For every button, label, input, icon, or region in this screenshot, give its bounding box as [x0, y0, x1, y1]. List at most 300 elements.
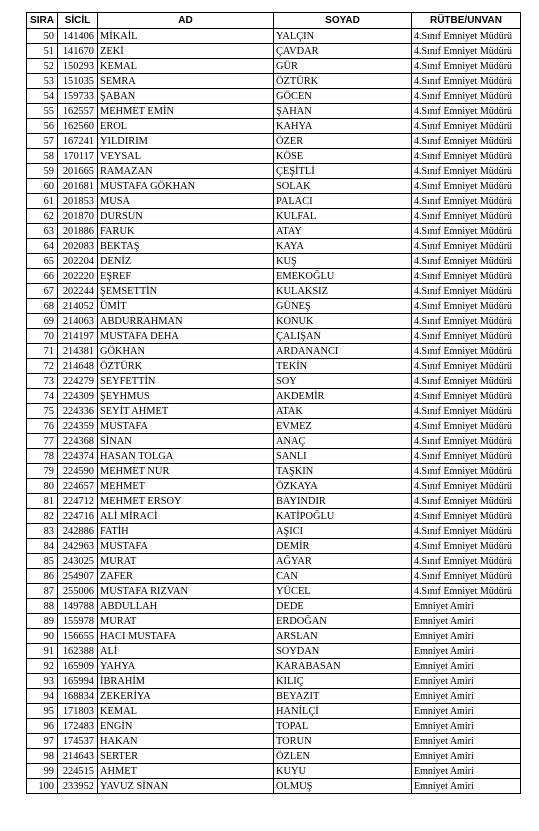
cell-ad: MEHMET ERSOY [98, 494, 274, 509]
cell-sicil: 201681 [58, 179, 98, 194]
cell-rutbe: Emniyet Amiri [412, 659, 521, 674]
cell-sicil: 224309 [58, 389, 98, 404]
cell-sicil: 151035 [58, 74, 98, 89]
cell-sicil: 156655 [58, 629, 98, 644]
cell-soyad: KARABASAN [274, 659, 412, 674]
cell-sira: 79 [27, 464, 58, 479]
table-row [27, 779, 521, 794]
cell-ad: ŞEMSETTİN [98, 284, 274, 299]
cell-soyad: EMEKOĞLU [274, 269, 412, 284]
cell-soyad: EVMEZ [274, 419, 412, 434]
cell-sicil: 170117 [58, 149, 98, 164]
cell-rutbe: 4.Sınıf Emniyet Müdürü [412, 509, 521, 524]
table-row [27, 404, 521, 419]
cell-ad: MURAT [98, 554, 274, 569]
cell-ad: VEYSAL [98, 149, 274, 164]
table-row [27, 269, 521, 284]
header-sira: SIRA [27, 13, 58, 29]
cell-soyad: TEKİN [274, 359, 412, 374]
table-row [27, 359, 521, 374]
cell-soyad: GÜNEŞ [274, 299, 412, 314]
cell-soyad: ŞAHAN [274, 104, 412, 119]
cell-ad: FARUK [98, 224, 274, 239]
cell-sira: 90 [27, 629, 58, 644]
cell-sira: 51 [27, 44, 58, 59]
cell-sira: 86 [27, 569, 58, 584]
cell-soyad: CAN [274, 569, 412, 584]
cell-rutbe: 4.Sınıf Emniyet Müdürü [412, 59, 521, 74]
table-row [27, 374, 521, 389]
cell-sira: 85 [27, 554, 58, 569]
cell-rutbe: 4.Sınıf Emniyet Müdürü [412, 239, 521, 254]
header-soyad: SOYAD [274, 13, 412, 29]
cell-rutbe: 4.Sınıf Emniyet Müdürü [412, 434, 521, 449]
cell-rutbe: Emniyet Amiri [412, 629, 521, 644]
table-row [27, 719, 521, 734]
cell-ad: MEHMET NUR [98, 464, 274, 479]
cell-sira: 94 [27, 689, 58, 704]
cell-sira: 100 [27, 779, 58, 794]
cell-soyad: SOYDAN [274, 644, 412, 659]
cell-rutbe: 4.Sınıf Emniyet Müdürü [412, 284, 521, 299]
cell-sicil: 214381 [58, 344, 98, 359]
cell-soyad: BEYAZIT [274, 689, 412, 704]
cell-ad: FATİH [98, 524, 274, 539]
cell-rutbe: 4.Sınıf Emniyet Müdürü [412, 164, 521, 179]
cell-rutbe: 4.Sınıf Emniyet Müdürü [412, 419, 521, 434]
table-row [27, 389, 521, 404]
cell-sira: 88 [27, 599, 58, 614]
cell-ad: SEMRA [98, 74, 274, 89]
table-row [27, 614, 521, 629]
cell-rutbe: 4.Sınıf Emniyet Müdürü [412, 569, 521, 584]
table-row [27, 524, 521, 539]
cell-ad: ABDURRAHMAN [98, 314, 274, 329]
cell-sicil: 174537 [58, 734, 98, 749]
cell-sicil: 202083 [58, 239, 98, 254]
cell-ad: MEHMET EMİN [98, 104, 274, 119]
cell-sira: 62 [27, 209, 58, 224]
cell-sicil: 224336 [58, 404, 98, 419]
cell-rutbe: 4.Sınıf Emniyet Müdürü [412, 374, 521, 389]
cell-rutbe: 4.Sınıf Emniyet Müdürü [412, 314, 521, 329]
table-row [27, 554, 521, 569]
cell-soyad: SANLI [274, 449, 412, 464]
cell-sira: 54 [27, 89, 58, 104]
cell-sicil: 224279 [58, 374, 98, 389]
cell-ad: MUSA [98, 194, 274, 209]
cell-rutbe: 4.Sınıf Emniyet Müdürü [412, 89, 521, 104]
cell-sicil: 172483 [58, 719, 98, 734]
cell-soyad: ÖZTÜRK [274, 74, 412, 89]
cell-ad: KEMAL [98, 704, 274, 719]
cell-sira: 74 [27, 389, 58, 404]
cell-sira: 81 [27, 494, 58, 509]
cell-rutbe: 4.Sınıf Emniyet Müdürü [412, 539, 521, 554]
cell-ad: MUSTAFA [98, 419, 274, 434]
cell-rutbe: 4.Sınıf Emniyet Müdürü [412, 494, 521, 509]
cell-ad: EŞREF [98, 269, 274, 284]
cell-ad: RAMAZAN [98, 164, 274, 179]
cell-soyad: TAŞKIN [274, 464, 412, 479]
cell-ad: ÜMİT [98, 299, 274, 314]
table-row [27, 134, 521, 149]
cell-soyad: KULAKSIZ [274, 284, 412, 299]
cell-rutbe: 4.Sınıf Emniyet Müdürü [412, 254, 521, 269]
cell-soyad: SOY [274, 374, 412, 389]
cell-rutbe: 4.Sınıf Emniyet Müdürü [412, 329, 521, 344]
cell-rutbe: 4.Sınıf Emniyet Müdürü [412, 149, 521, 164]
cell-ad: HASAN TOLGA [98, 449, 274, 464]
cell-ad: SERTER [98, 749, 274, 764]
cell-sicil: 201886 [58, 224, 98, 239]
cell-sicil: 202220 [58, 269, 98, 284]
cell-soyad: AŞICI [274, 524, 412, 539]
cell-soyad: KAYA [274, 239, 412, 254]
cell-sicil: 165909 [58, 659, 98, 674]
table-row [27, 644, 521, 659]
table-row [27, 194, 521, 209]
cell-rutbe: Emniyet Amiri [412, 599, 521, 614]
table-row [27, 104, 521, 119]
cell-sira: 78 [27, 449, 58, 464]
table-row [27, 299, 521, 314]
cell-rutbe: Emniyet Amiri [412, 764, 521, 779]
cell-sira: 73 [27, 374, 58, 389]
cell-ad: BEKTAŞ [98, 239, 274, 254]
table-row [27, 449, 521, 464]
cell-sicil: 224716 [58, 509, 98, 524]
cell-sira: 56 [27, 119, 58, 134]
cell-rutbe: 4.Sınıf Emniyet Müdürü [412, 194, 521, 209]
cell-sira: 72 [27, 359, 58, 374]
cell-sira: 92 [27, 659, 58, 674]
cell-soyad: KULFAL [274, 209, 412, 224]
cell-rutbe: 4.Sınıf Emniyet Müdürü [412, 44, 521, 59]
cell-rutbe: Emniyet Amiri [412, 749, 521, 764]
cell-rutbe: 4.Sınıf Emniyet Müdürü [412, 584, 521, 599]
cell-ad: EROL [98, 119, 274, 134]
cell-sicil: 233952 [58, 779, 98, 794]
table-row [27, 479, 521, 494]
cell-soyad: AĞYAR [274, 554, 412, 569]
cell-sira: 67 [27, 284, 58, 299]
cell-soyad: KÖSE [274, 149, 412, 164]
cell-rutbe: 4.Sınıf Emniyet Müdürü [412, 134, 521, 149]
table-row [27, 344, 521, 359]
table-row [27, 434, 521, 449]
cell-rutbe: 4.Sınıf Emniyet Müdürü [412, 524, 521, 539]
cell-sira: 66 [27, 269, 58, 284]
cell-soyad: KONUK [274, 314, 412, 329]
cell-rutbe: 4.Sınıf Emniyet Müdürü [412, 389, 521, 404]
cell-soyad: ÇAVDAR [274, 44, 412, 59]
cell-rutbe: 4.Sınıf Emniyet Müdürü [412, 404, 521, 419]
cell-soyad: BAYINDIR [274, 494, 412, 509]
cell-sicil: 224374 [58, 449, 98, 464]
table-row [27, 509, 521, 524]
table-row [27, 149, 521, 164]
cell-ad: ZAFER [98, 569, 274, 584]
cell-sira: 69 [27, 314, 58, 329]
cell-ad: ENGİN [98, 719, 274, 734]
cell-rutbe: Emniyet Amiri [412, 734, 521, 749]
cell-sicil: 242886 [58, 524, 98, 539]
cell-sira: 65 [27, 254, 58, 269]
cell-rutbe: 4.Sınıf Emniyet Müdürü [412, 29, 521, 44]
cell-ad: HACI MUSTAFA [98, 629, 274, 644]
cell-sira: 50 [27, 29, 58, 44]
cell-rutbe: 4.Sınıf Emniyet Müdürü [412, 464, 521, 479]
cell-sicil: 224712 [58, 494, 98, 509]
cell-sira: 97 [27, 734, 58, 749]
personnel-table [26, 12, 521, 794]
cell-rutbe: 4.Sınıf Emniyet Müdürü [412, 119, 521, 134]
cell-sira: 98 [27, 749, 58, 764]
table-row [27, 89, 521, 104]
cell-soyad: GÖCEN [274, 89, 412, 104]
cell-ad: MUSTAFA [98, 539, 274, 554]
cell-ad: ÖZTÜRK [98, 359, 274, 374]
cell-sicil: 168834 [58, 689, 98, 704]
table-row [27, 74, 521, 89]
cell-ad: MEHMET [98, 479, 274, 494]
cell-sicil: 141406 [58, 29, 98, 44]
cell-sira: 84 [27, 539, 58, 554]
cell-ad: MUSTAFA RIZVAN [98, 584, 274, 599]
cell-rutbe: Emniyet Amiri [412, 644, 521, 659]
cell-sicil: 202244 [58, 284, 98, 299]
cell-sicil: 162557 [58, 104, 98, 119]
table-row [27, 539, 521, 554]
cell-rutbe: 4.Sınıf Emniyet Müdürü [412, 554, 521, 569]
table-row [27, 44, 521, 59]
table-row [27, 254, 521, 269]
cell-rutbe: 4.Sınıf Emniyet Müdürü [412, 209, 521, 224]
cell-rutbe: 4.Sınıf Emniyet Müdürü [412, 479, 521, 494]
cell-sira: 68 [27, 299, 58, 314]
cell-sicil: 224590 [58, 464, 98, 479]
cell-soyad: PALACI [274, 194, 412, 209]
cell-sira: 99 [27, 764, 58, 779]
cell-soyad: KATİPOĞLU [274, 509, 412, 524]
cell-sicil: 214197 [58, 329, 98, 344]
cell-sira: 75 [27, 404, 58, 419]
cell-sira: 63 [27, 224, 58, 239]
cell-ad: SEYFETTİN [98, 374, 274, 389]
table-row [27, 599, 521, 614]
cell-sicil: 255006 [58, 584, 98, 599]
table-row [27, 29, 521, 44]
cell-soyad: YALÇIN [274, 29, 412, 44]
table-row [27, 179, 521, 194]
cell-soyad: TORUN [274, 734, 412, 749]
cell-sicil: 165994 [58, 674, 98, 689]
cell-ad: DURSUN [98, 209, 274, 224]
cell-ad: SİNAN [98, 434, 274, 449]
cell-sira: 87 [27, 584, 58, 599]
cell-sira: 61 [27, 194, 58, 209]
header-rutbe: RÜTBE/UNVAN [412, 13, 521, 29]
table-row [27, 59, 521, 74]
cell-ad: YILDIRIM [98, 134, 274, 149]
cell-ad: ALİ [98, 644, 274, 659]
cell-sira: 53 [27, 74, 58, 89]
cell-sicil: 242963 [58, 539, 98, 554]
cell-ad: YAHYA [98, 659, 274, 674]
cell-soyad: OLMUŞ [274, 779, 412, 794]
header-ad: AD [98, 13, 274, 29]
cell-sira: 76 [27, 419, 58, 434]
cell-sicil: 150293 [58, 59, 98, 74]
cell-rutbe: 4.Sınıf Emniyet Müdürü [412, 74, 521, 89]
table-row [27, 494, 521, 509]
cell-sicil: 214063 [58, 314, 98, 329]
cell-sira: 64 [27, 239, 58, 254]
cell-soyad: ÇALIŞAN [274, 329, 412, 344]
table-header-row [27, 13, 521, 29]
table-row [27, 569, 521, 584]
cell-soyad: KUYU [274, 764, 412, 779]
cell-soyad: ÖZKAYA [274, 479, 412, 494]
cell-rutbe: 4.Sınıf Emniyet Müdürü [412, 104, 521, 119]
cell-sira: 89 [27, 614, 58, 629]
cell-sira: 82 [27, 509, 58, 524]
table-row [27, 119, 521, 134]
cell-soyad: KILIÇ [274, 674, 412, 689]
cell-rutbe: 4.Sınıf Emniyet Müdürü [412, 224, 521, 239]
cell-sicil: 201870 [58, 209, 98, 224]
table-row [27, 224, 521, 239]
cell-rutbe: 4.Sınıf Emniyet Müdürü [412, 449, 521, 464]
cell-rutbe: 4.Sınıf Emniyet Müdürü [412, 299, 521, 314]
table-row [27, 629, 521, 644]
cell-sicil: 159733 [58, 89, 98, 104]
cell-soyad: AKDEMİR [274, 389, 412, 404]
table-row [27, 689, 521, 704]
cell-sira: 80 [27, 479, 58, 494]
cell-sira: 59 [27, 164, 58, 179]
cell-soyad: KAHYA [274, 119, 412, 134]
cell-ad: HAKAN [98, 734, 274, 749]
cell-sicil: 141670 [58, 44, 98, 59]
table-row [27, 749, 521, 764]
cell-ad: YAVUZ SİNAN [98, 779, 274, 794]
table-row [27, 584, 521, 599]
table-body [27, 29, 521, 794]
table-row [27, 704, 521, 719]
cell-ad: ŞEYHMUS [98, 389, 274, 404]
cell-sira: 70 [27, 329, 58, 344]
cell-sicil: 214052 [58, 299, 98, 314]
cell-sicil: 224368 [58, 434, 98, 449]
cell-sira: 58 [27, 149, 58, 164]
cell-ad: KEMAL [98, 59, 274, 74]
cell-soyad: GÜR [274, 59, 412, 74]
cell-rutbe: Emniyet Amiri [412, 719, 521, 734]
cell-sira: 55 [27, 104, 58, 119]
cell-sicil: 149788 [58, 599, 98, 614]
cell-soyad: HANİLÇİ [274, 704, 412, 719]
cell-soyad: ÖZLEN [274, 749, 412, 764]
cell-sicil: 224515 [58, 764, 98, 779]
table-row [27, 764, 521, 779]
cell-ad: ZEKİ [98, 44, 274, 59]
cell-ad: ABDULLAH [98, 599, 274, 614]
cell-sicil: 167241 [58, 134, 98, 149]
table-row [27, 659, 521, 674]
cell-ad: ŞABAN [98, 89, 274, 104]
cell-ad: GÖKHAN [98, 344, 274, 359]
cell-sicil: 254907 [58, 569, 98, 584]
cell-sira: 91 [27, 644, 58, 659]
cell-soyad: ATAY [274, 224, 412, 239]
table-row [27, 734, 521, 749]
cell-sicil: 214648 [58, 359, 98, 374]
cell-sira: 95 [27, 704, 58, 719]
cell-sicil: 155978 [58, 614, 98, 629]
cell-sicil: 224359 [58, 419, 98, 434]
cell-rutbe: Emniyet Amiri [412, 674, 521, 689]
cell-ad: MURAT [98, 614, 274, 629]
cell-sicil: 162388 [58, 644, 98, 659]
cell-ad: MİKAİL [98, 29, 274, 44]
cell-sicil: 214643 [58, 749, 98, 764]
cell-sira: 96 [27, 719, 58, 734]
cell-soyad: DEMİR [274, 539, 412, 554]
table-row [27, 209, 521, 224]
cell-soyad: ATAK [274, 404, 412, 419]
cell-ad: MUSTAFA DEHA [98, 329, 274, 344]
cell-soyad: ÇEŞİTLİ [274, 164, 412, 179]
cell-sira: 60 [27, 179, 58, 194]
cell-ad: AHMET [98, 764, 274, 779]
cell-sicil: 243025 [58, 554, 98, 569]
cell-rutbe: Emniyet Amiri [412, 614, 521, 629]
table-row [27, 674, 521, 689]
cell-soyad: ANAÇ [274, 434, 412, 449]
cell-ad: ZEKERİYA [98, 689, 274, 704]
cell-rutbe: Emniyet Amiri [412, 689, 521, 704]
cell-rutbe: 4.Sınıf Emniyet Müdürü [412, 344, 521, 359]
cell-ad: MUSTAFA GÖKHAN [98, 179, 274, 194]
table-row [27, 464, 521, 479]
table-row [27, 239, 521, 254]
cell-soyad: ARDANANCI [274, 344, 412, 359]
cell-soyad: ARSLAN [274, 629, 412, 644]
cell-sicil: 201853 [58, 194, 98, 209]
cell-sira: 71 [27, 344, 58, 359]
cell-sicil: 162560 [58, 119, 98, 134]
cell-rutbe: Emniyet Amiri [412, 779, 521, 794]
header-sicil: SİCİL [58, 13, 98, 29]
cell-sira: 83 [27, 524, 58, 539]
cell-soyad: DEDE [274, 599, 412, 614]
cell-sira: 57 [27, 134, 58, 149]
table-row [27, 164, 521, 179]
cell-soyad: ERDOĞAN [274, 614, 412, 629]
cell-rutbe: 4.Sınıf Emniyet Müdürü [412, 359, 521, 374]
cell-ad: ALİ MİRACİ [98, 509, 274, 524]
cell-soyad: KUŞ [274, 254, 412, 269]
cell-rutbe: 4.Sınıf Emniyet Müdürü [412, 269, 521, 284]
cell-sicil: 224657 [58, 479, 98, 494]
table-row [27, 314, 521, 329]
cell-soyad: YÜCEL [274, 584, 412, 599]
cell-ad: DENİZ [98, 254, 274, 269]
cell-sicil: 202204 [58, 254, 98, 269]
cell-ad: İBRAHİM [98, 674, 274, 689]
